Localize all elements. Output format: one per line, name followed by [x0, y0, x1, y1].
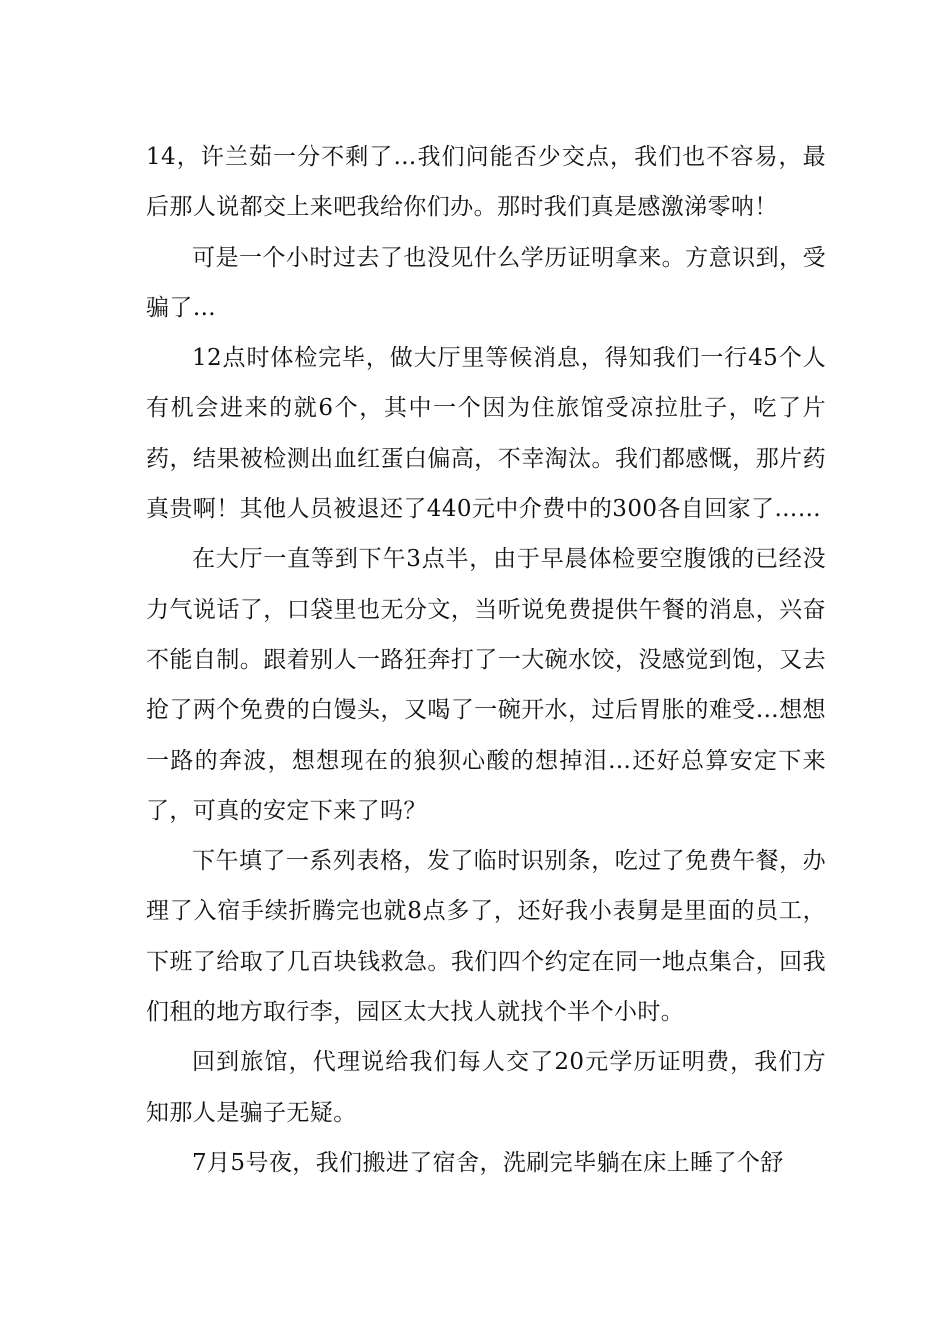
paragraph-4: 在大厅一直等到下午3点半，由于早晨体检要空腹饿的已经没力气说话了，口袋里也无分文，当听说免费提供午餐的消息，兴奋不能自制。跟着别人一路狂奔打了一大碗水饺，没感觉到饱，又去抢了两个免费的白馒头，又喝了一碗开水，过后胃胀的难受…想想一路的奔波，想想现在的狼狈心酸的想掉泪…还好总算安定下来了，可真的安定下来了吗？ [146, 546, 826, 824]
paragraph-7: 7月5号夜，我们搬进了宿舍，洗刷完毕躺在床上睡了个舒 [192, 1149, 784, 1176]
paragraph-6: 回到旅馆，代理说给我们每人交了20元学历证明费，我们方知那人是骗子无疑。 [146, 1049, 826, 1126]
paragraph-2: 可是一个小时过去了也没见什么学历证明拿来。方意识到，受骗了… [146, 244, 826, 321]
document-body [146, 132, 826, 1188]
paragraph-5: 下午填了一系列表格，发了临时识别条，吃过了免费午餐，办理了入宿手续折腾完也就8点多了，还好我小表舅是里面的员工，下班了给取了几百块钱救急。我们四个约定在同一地点集合，回我们租的地方取行李，园区太大找人就找个半个小时。 [146, 848, 826, 1026]
paragraph-3: 12点时体检完毕，做大厅里等候消息，得知我们一行45个人有机会进来的就6个，其中一个因为住旅馆受凉拉肚子，吃了片药，结果被检测出血红蛋白偏高，不幸淘汰。我们都感慨，那片药真贵啊！其他人员被退还了440元中介费中的300各自回家了…… [146, 345, 826, 523]
paragraph-1: 14，许兰茹一分不剩了…我们问能否少交点，我们也不容易，最后那人说都交上来吧我给你们办。那时我们真是感激涕零呐！ [146, 144, 826, 221]
